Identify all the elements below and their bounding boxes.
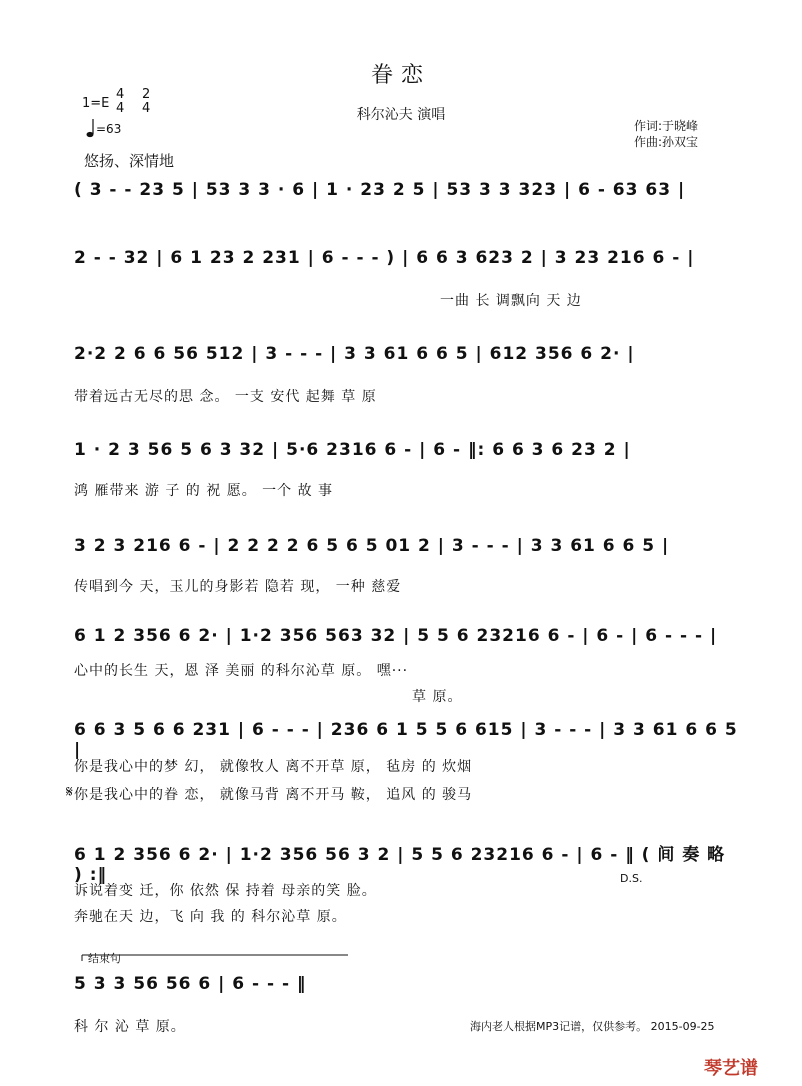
score-row-ending bbox=[74, 974, 740, 1018]
lyric-line-7a: 诉说着变 迁，你 依然 保 持着 母亲的笑 脸。 bbox=[74, 883, 377, 899]
notation-line: 3 2 3 216 6 - | 2 2 2 2 6 5 6 5 01 2 | 3 - - - | 3 3 61 6 6 5 | bbox=[74, 536, 670, 556]
score-row-1 bbox=[74, 180, 740, 224]
lyric-line-1: 一曲 长 调飘向 天 边 bbox=[440, 293, 582, 309]
lyric-line-8: 科 尔 沁 草 原。 bbox=[74, 1019, 186, 1035]
lyric-line-4: 传唱到今 天，玉儿的身影若 隐若 现， 一种 慈爱 bbox=[74, 579, 402, 595]
site-watermark-logo: 琴艺谱 bbox=[704, 1058, 758, 1079]
lyric-line-6b: 你是我心中的眷 恋， 就像马背 离不开马 鞍， 追风 的 骏马 bbox=[74, 787, 473, 803]
time-signature-4-4 bbox=[116, 88, 124, 116]
expression-marking: 悠扬、深情地 bbox=[84, 152, 175, 170]
time-sig-bottom: 4 bbox=[142, 101, 151, 116]
lyric-line-5a: 心中的长生 天，恩 泽 美丽 的科尔沁草 原。 嘿··· bbox=[74, 663, 409, 679]
lyricist: 作词:于晓峰 bbox=[634, 119, 699, 133]
score-row-4 bbox=[74, 440, 740, 484]
song-title: 眷恋 bbox=[370, 63, 431, 88]
ending-label: 结束句 bbox=[88, 952, 121, 965]
lyric-line-7b: 奔驰在天 边，飞 向 我 的 科尔沁草 原。 bbox=[74, 909, 347, 925]
tempo-marking: =63 bbox=[96, 122, 122, 136]
notation-line: 2·2 2 6 6 56 512 | 3 - - - | 3 3 61 6 6 5 | 612 356 6 2· | bbox=[74, 344, 635, 364]
time-signature-2-4 bbox=[142, 88, 150, 116]
ending-bracket bbox=[80, 954, 350, 962]
notation-line: 6 6 3 5 6 6 231 | 6 - - - | 236 6 1 5 5 6 615 | 3 - - - | 3 3 61 6 6 5 | bbox=[74, 720, 738, 760]
lyric-line-3: 鸿 雁带来 游 子 的 祝 愿。 一个 故 事 bbox=[74, 483, 334, 499]
lyric-line-6a: 你是我心中的梦 幻， 就像牧人 离不开草 原， 毡房 的 炊烟 bbox=[74, 759, 473, 775]
notation-line: 5 3 3 56 56 6 | 6 - - - ‖ bbox=[74, 974, 307, 994]
time-sig-bottom: 4 bbox=[116, 101, 125, 116]
segno-icon: 𝄋 bbox=[66, 782, 73, 801]
notation-line: 1 · 2 3 56 5 6 3 32 | 5·6 2316 6 - | 6 - ‖: 6 6 3 6 23 2 | bbox=[74, 440, 631, 460]
notation-line: ( 3 - - 23 5 | 53 3 3 · 6 | 1 · 23 2 5 | 53 3 3 323 | 6 - 63 63 | bbox=[74, 180, 686, 200]
lyric-line-5b: 草 原。 bbox=[412, 689, 463, 705]
transcription-note: 海内老人根据MP3记谱，仅供参考。 2015-09-25 bbox=[470, 1020, 715, 1033]
singer-credit: 科尔沁夫 演唱 bbox=[356, 107, 446, 123]
dal-segno-mark: D.S. bbox=[620, 872, 643, 885]
quarter-note-icon bbox=[86, 118, 94, 138]
score-row-2 bbox=[74, 248, 740, 292]
score-row-5 bbox=[74, 536, 740, 580]
key-signature: 1=E bbox=[82, 96, 110, 111]
score-row-3 bbox=[74, 344, 740, 388]
notation-line: 6 1 2 356 6 2· | 1·2 356 56 3 2 | 5 5 6 23216 6 - | 6 - ‖ ( 间 奏 略 ) :‖ bbox=[74, 845, 726, 885]
time-sig-top: 4 bbox=[116, 87, 125, 102]
composer: 作曲:孙双宝 bbox=[634, 135, 699, 149]
credits bbox=[634, 118, 698, 150]
notation-line: 2 - - 32 | 6 1 23 2 231 | 6 - - - ) | 6 6 3 623 2 | 3 23 216 6 - | bbox=[74, 248, 695, 268]
notation-line: 6 1 2 356 6 2· | 1·2 356 563 32 | 5 5 6 23216 6 - | 6 - | 6 - - - | bbox=[74, 626, 718, 646]
lyric-line-2: 带着远古无尽的思 念。 一支 安代 起舞 草 原 bbox=[74, 389, 377, 405]
time-sig-top: 2 bbox=[142, 87, 151, 102]
